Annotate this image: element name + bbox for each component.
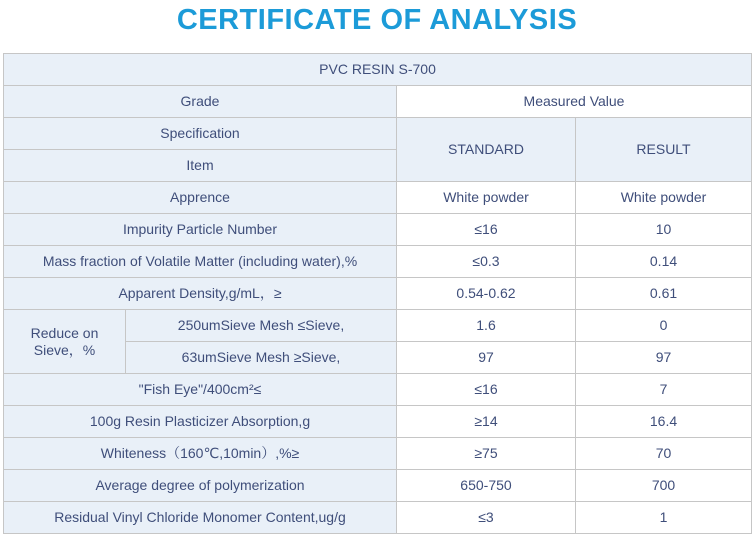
item-name: Apparent Density,g/mL，≥	[4, 278, 397, 310]
table-row	[4, 470, 752, 502]
standard-value: 1.6	[397, 310, 576, 342]
result-value: 0.61	[576, 278, 752, 310]
table-row	[4, 310, 752, 342]
item-name: 250umSieve Mesh ≤Sieve,	[126, 310, 397, 342]
standard-header: STANDARD	[397, 118, 576, 182]
item-name: Average degree of polymerization	[4, 470, 397, 502]
result-value: 10	[576, 214, 752, 246]
page-title: CERTIFICATE OF ANALYSIS	[176, 4, 578, 36]
item-name: Residual Vinyl Chloride Monomer Content,ug/g	[4, 502, 397, 534]
item-header: Item	[4, 150, 397, 182]
standard-value: ≥75	[397, 438, 576, 470]
result-value: 70	[576, 438, 752, 470]
standard-value: 0.54-0.62	[397, 278, 576, 310]
item-name: 63umSieve Mesh ≥Sieve,	[126, 342, 397, 374]
standard-value: ≤3	[397, 502, 576, 534]
table-row	[4, 246, 752, 278]
standard-value: White powder	[397, 182, 576, 214]
item-name: "Fish Eye"/400cm²≤	[4, 374, 397, 406]
result-value: 7	[576, 374, 752, 406]
item-name: Whiteness（160℃,10min）,%≥	[4, 438, 397, 470]
item-name: 100g Resin Plasticizer Absorption,g	[4, 406, 397, 438]
result-value: 0	[576, 310, 752, 342]
grade-header: Grade	[4, 86, 397, 118]
result-value: 0.14	[576, 246, 752, 278]
result-value: 700	[576, 470, 752, 502]
specification-header: Specification	[4, 118, 397, 150]
table-row	[4, 54, 752, 86]
table-row	[4, 374, 752, 406]
table-row	[4, 438, 752, 470]
item-name: Mass fraction of Volatile Matter (including water),%	[4, 246, 397, 278]
table-row	[4, 118, 752, 150]
table-row	[4, 278, 752, 310]
standard-value: 97	[397, 342, 576, 374]
result-value: 1	[576, 502, 752, 534]
table-row	[4, 86, 752, 118]
item-name: Impurity Particle Number	[4, 214, 397, 246]
table-row	[4, 214, 752, 246]
standard-value: ≤16	[397, 374, 576, 406]
result-value: White powder	[576, 182, 752, 214]
product-name: PVC RESIN S-700	[4, 54, 752, 86]
table-row	[4, 182, 752, 214]
table-row	[4, 406, 752, 438]
item-name: Apprence	[4, 182, 397, 214]
measured-value-header: Measured Value	[397, 86, 752, 118]
table-row	[4, 502, 752, 534]
result-value: 16.4	[576, 406, 752, 438]
standard-value: 650-750	[397, 470, 576, 502]
result-value: 97	[576, 342, 752, 374]
standard-value: ≤0.3	[397, 246, 576, 278]
standard-value: ≥14	[397, 406, 576, 438]
analysis-table	[3, 53, 752, 534]
standard-value: ≤16	[397, 214, 576, 246]
sieve-group-label: Reduce on Sieve，%	[4, 310, 126, 374]
result-header: RESULT	[576, 118, 752, 182]
